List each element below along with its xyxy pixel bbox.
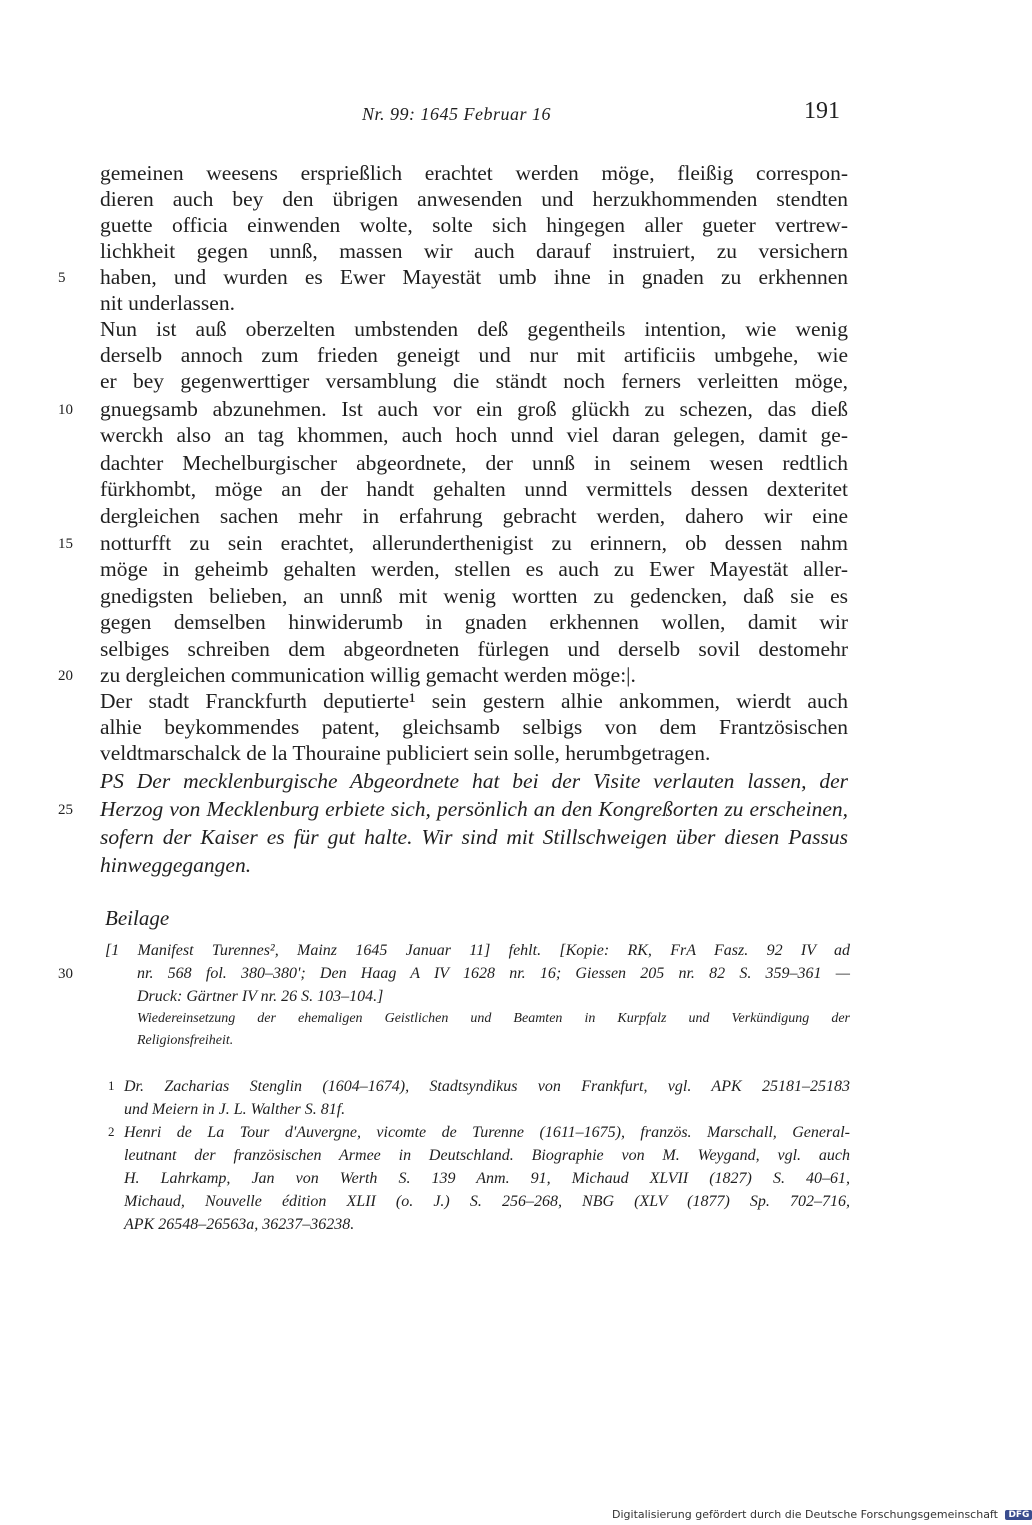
- body-line-postscript: sofern der Kaiser es für gut halte. Wir sind mit Stillschweigen über diesen Passus: [100, 825, 848, 849]
- digitization-credit: [612, 1508, 1032, 1521]
- body-line: er bey gegenwerttiger versamblung die ständt noch ferners verleitten möge,: [100, 369, 848, 393]
- beilage-regest: Wiedereinsetzung der ehemaligen Geistlichen und Beamten in Kurpfalz und Verkündigung der: [137, 1011, 850, 1026]
- body-line: Der stadt Franckfurth deputierte¹ sein gestern alhie ankommen, wierdt auch: [100, 689, 848, 713]
- footnote-line: leutnant der französischen Armee in Deutschland. Biographie von M. Weygand, vgl. auch: [124, 1147, 850, 1164]
- footnote-line: H. Lahrkamp, Jan von Werth S. 139 Anm. 91, Michaud XLVII (1827) S. 40–61,: [124, 1170, 850, 1187]
- line-number: 20: [58, 668, 73, 684]
- body-line: alhie beykommendes patent, gleichsamb selbigs von dem Frantzösischen: [100, 715, 848, 739]
- body-line-postscript: Herzog von Mecklenburg erbiete sich, persönlich an den Kongreßorten zu erscheinen,: [100, 797, 848, 821]
- body-line: Nun ist auß oberzelten umbstenden deß gegentheils intention, wie wenig: [100, 317, 848, 341]
- body-line: fürkhombt, möge an der handt gehalten unnd vermittels dessen dexteritet: [100, 477, 848, 501]
- body-line: zu dergleichen communication willig gemacht werden möge:|.: [100, 663, 636, 687]
- footnote-line: Michaud, Nouvelle édition XLII (o. J.) S. 256–268, NBG (XLV (1877) Sp. 702–716,: [124, 1193, 850, 1210]
- beilage-line: Druck: Gärtner IV nr. 26 S. 103–104.]: [137, 988, 384, 1005]
- line-number: 30: [58, 966, 73, 982]
- body-line: lichkheit gegen unnß, massen wir auch darauf instruiert, zu versichern: [100, 239, 848, 263]
- beilage-line: [1 Manifest Turennes², Mainz 1645 Januar 11] fehlt. [Kopie: RK, FrA Fasz. 92 IV ad: [105, 942, 850, 959]
- body-line: derselb annoch zum frieden geneigt und nur mit artificiis umbgehe, wie: [100, 343, 848, 367]
- footnote-line: APK 26548–26563a, 36237–36238.: [124, 1216, 355, 1233]
- body-line: notturfft zu sein erachtet, allerunderthenigist zu erinnern, ob dessen nahm: [100, 531, 848, 555]
- footnote-line: Dr. Zacharias Stenglin (1604–1674), Stadtsyndikus von Frankfurt, vgl. APK 25181–25183: [124, 1078, 850, 1095]
- beilage-line: nr. 568 fol. 380–380'; Den Haag A IV 1628 nr. 16; Giessen 205 nr. 82 S. 359–361 —: [137, 965, 850, 982]
- footnote-mark: 2: [108, 1124, 115, 1139]
- body-line-postscript: hinweggegangen.: [100, 853, 252, 877]
- footnote-line: und Meiern in J. L. Walther S. 81f.: [124, 1101, 346, 1118]
- line-number: 10: [58, 402, 73, 418]
- dfg-logo-icon: DFG: [1005, 1510, 1032, 1520]
- body-line: gemeinen weesens ersprießlich erachtet werden möge, fleißig correspon-: [100, 161, 848, 185]
- footnote-line: Henri de La Tour d'Auvergne, vicomte de Turenne (1611–1675), französ. Marschall, General-: [124, 1124, 850, 1141]
- body-line: nit underlassen.: [100, 291, 235, 315]
- body-line: dachter Mechelburgischer abgeordnete, der unnß in seinem wesen redtlich: [100, 451, 848, 475]
- credit-text: Digitalisierung gefördert durch die Deutsche Forschungsgemeinschaft: [612, 1508, 998, 1521]
- body-line: gnedigsten belieben, an unnß mit wenig wortten zu gedencken, daß sie es: [100, 584, 848, 608]
- body-line: werckh also an tag khommen, auch hoch unnd viel daran gelegen, damit ge-: [100, 423, 848, 447]
- body-line: dergleichen sachen mehr in erfahrung gebracht werden, dahero wir eine: [100, 504, 848, 528]
- body-line: veldtmarschalck de la Thouraine publiciert sein solle, herumbgetragen.: [100, 741, 711, 765]
- footnote-mark: 1: [108, 1078, 115, 1093]
- body-line: gnuegsamb abzunehmen. Ist auch vor ein groß glückh zu schezen, das dieß: [100, 397, 848, 421]
- body-line: möge in geheimb gehalten werden, stellen es auch zu Ewer Mayestät aller-: [100, 557, 848, 581]
- page-number: 191: [804, 98, 840, 124]
- running-head: [300, 98, 840, 134]
- line-number: 25: [58, 802, 73, 818]
- beilage-regest: Religionsfreiheit.: [137, 1033, 234, 1048]
- body-line: selbiges schreiben dem abgeordneten fürlegen und derselb sovil destomehr: [100, 637, 848, 661]
- running-title: Nr. 99: 1645 Februar 16: [362, 104, 552, 124]
- body-line: dieren auch bey den übrigen anwesenden und herzukhommenden stendten: [100, 187, 848, 211]
- beilage-heading: Beilage: [105, 906, 170, 930]
- line-number: 5: [58, 270, 66, 286]
- line-number: 15: [58, 536, 73, 552]
- body-line: haben, und wurden es Ewer Mayestät umb ihne in gnaden zu erkhennen: [100, 265, 848, 289]
- body-line-postscript: PS Der mecklenburgische Abgeordnete hat bei der Visite verlauten lassen, der: [100, 769, 848, 793]
- body-line: guette officia einwenden wolte, solte sich hingegen aller gueter vertrew-: [100, 213, 848, 237]
- body-line: gegen demselben hinwiderumb in gnaden erkhennen wollen, damit wir: [100, 610, 848, 634]
